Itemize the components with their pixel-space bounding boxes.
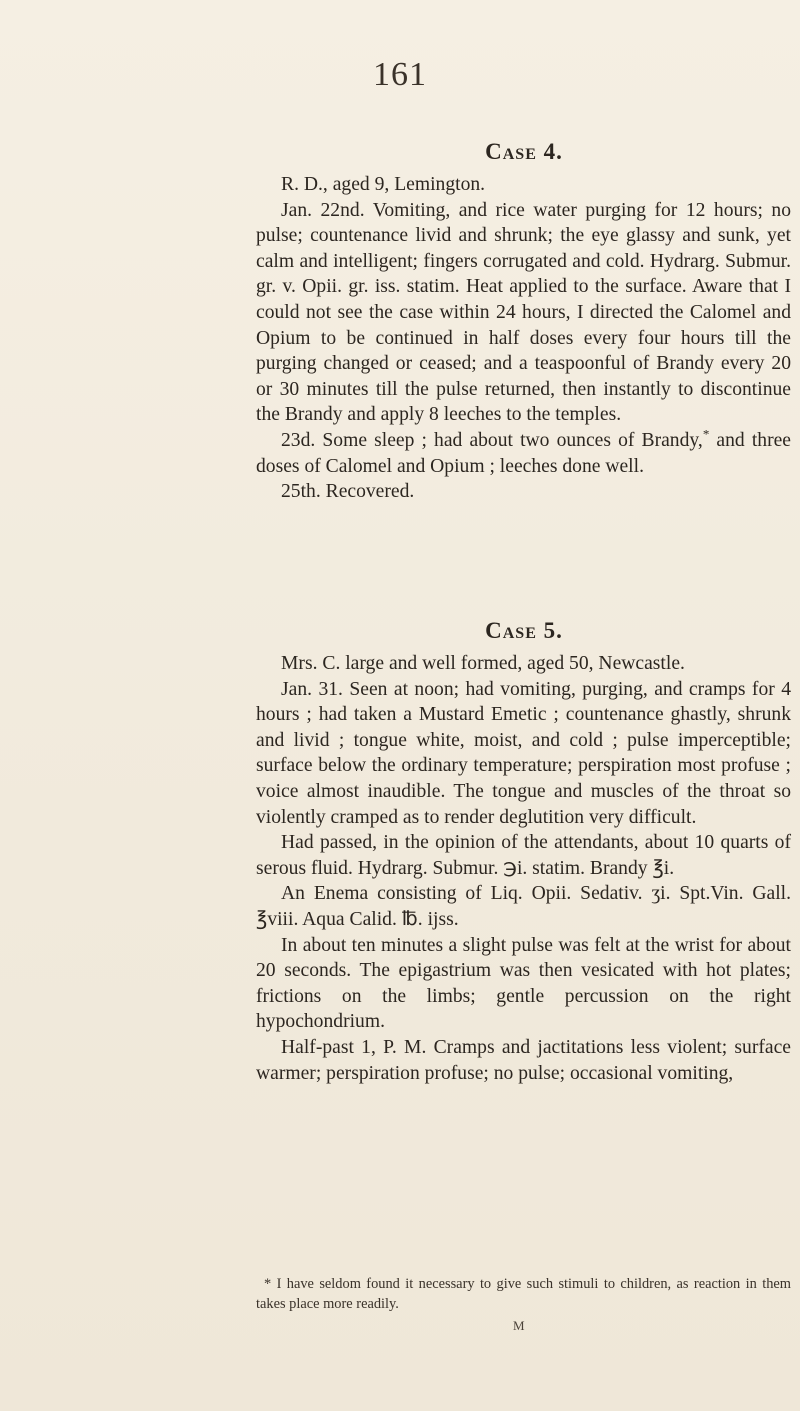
- case-5-paragraph-2: Had passed, in the opinion of the attendants, about 10 quarts of serous fluid. Hydrarg. Submur. ℈i. statim. Brandy ℥i.: [256, 832, 791, 879]
- case-5-paragraph-5: Half-past 1, P. M. Cramps and jactitations less violent; surface warmer; perspiration profuse; no pulse; occasional vomiting,: [256, 1036, 791, 1084]
- case-4-23d-text-cont: and three doses of Calomel and Opium ; leeches done well.: [256, 429, 791, 477]
- case-5-paragraph-4: In about ten minutes a slight pulse was felt at the wrist for about 20 seconds. The epigastrium was then vesicated with hot plates; frictions on the limbs; gentle percussion on the right hypochondrium.: [256, 934, 791, 1033]
- case-4-paragraph-23d: [256, 428, 791, 479]
- signature-mark: M: [513, 1318, 526, 1333]
- footnote: [256, 1274, 791, 1314]
- case-5-body: [256, 651, 791, 1086]
- page-number: 161: [373, 56, 427, 93]
- footnote-reference: *: [702, 426, 710, 442]
- case-4-body: [256, 172, 791, 505]
- case-5-paragraph-1: Jan. 31. Seen at noon; had vomiting, purging, and cramps for 4 hours ; had taken a Mustard Emetic ; countenance ghastly, shrunk and livid ; tongue white, moist, and cold ; pulse imperceptible; surface below the ordinary temperature; perspiration most profuse ; voice almost inaudible. The tongue and muscles of the throat so violently cramped as to render deglutition very difficult.: [256, 678, 791, 828]
- case-4-paragraph-1: Jan. 22nd. Vomiting, and rice water purging for 12 hours; no pulse; countenance livid and shrunk; the eye glassy and sunk, yet calm and intelligent; fingers corrugated and cold. Hydrarg. Submur. gr. v. Opii. gr. iss. statim. Heat applied to the surface. Aware that I could not see the case within 24 hours, I directed the Calomel and Opium to be continued in half doses every four hours till the purging changed or ceased; and a teaspoonful of Brandy every 20 or 30 minutes till the pulse returned, then instantly to discontinue the Brandy and apply 8 leeches to the temples.: [256, 199, 791, 426]
- footnote-text: * I have seldom found it necessary to give such stimuli to children, as reaction in them takes place more readily.: [256, 1276, 791, 1312]
- case-5-heading: Case 5.: [485, 618, 563, 643]
- case-4-paragraph-25th: 25th. Recovered.: [281, 481, 415, 503]
- case-5-paragraph-3: An Enema consisting of Liq. Opii. Sedativ. ʒi. Spt.Vin. Gall. ℥viii. Aqua Calid. ℔. ijss.: [256, 883, 791, 930]
- case-4-heading: Case 4.: [485, 139, 563, 164]
- case-4-patient: R. D., aged 9, Lemington.: [281, 174, 486, 195]
- case-4-heading-block: [254, 139, 794, 165]
- case-5-heading-block: [254, 618, 794, 644]
- case-5-patient: Mrs. C. large and well formed, aged 50, Newcastle.: [281, 653, 685, 674]
- case-4-23d-text: 23d. Some sleep ; had about two ounces of Brandy,: [281, 429, 703, 451]
